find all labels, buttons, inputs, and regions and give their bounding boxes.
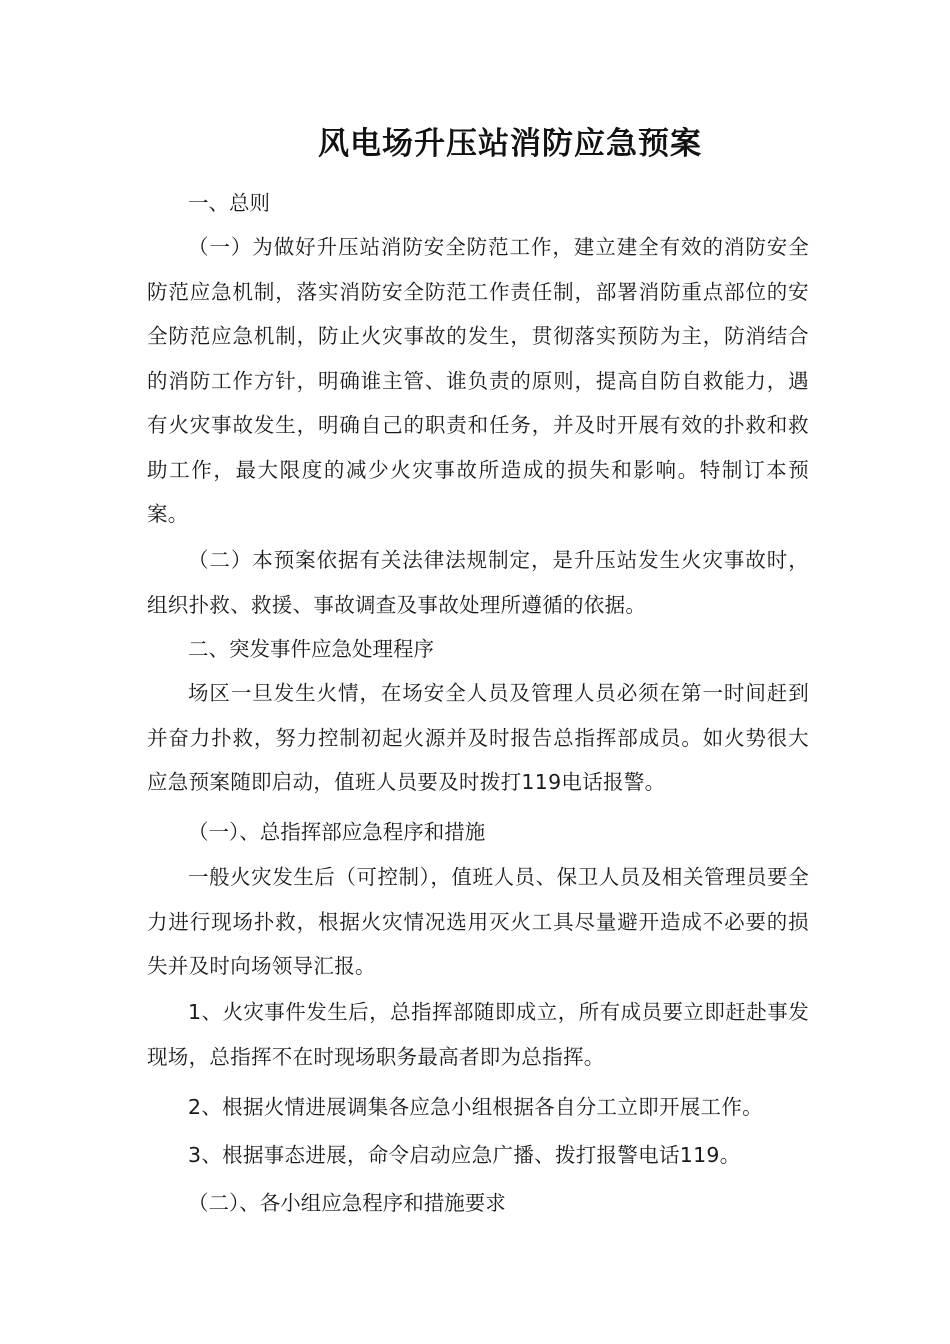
paragraph-fire-response: 场区一旦发生火情，在场安全人员及管理人员必须在第一时间赶到并奋力扑救，努力控制初起火源并及时报告总指挥部成员。如火势很大应急预案随即启动，值班人员要及时拨打119电话报警。	[147, 681, 809, 794]
section-heading-general: 一、总则	[188, 191, 270, 215]
paragraph-purpose: （一）为做好升压站消防安全防范工作，建立建全有效的消防安全防范应急机制，落实消防安全防范工作责任制，部署消防重点部位的安全防范应急机制，防止火灾事故的发生，贯彻落实预防为主，防消结合的消防工作方针，明确谁主管、谁负责的原则，提高自防自救能力，遇有火灾事故发生，明确自己的职责和任务，并及时开展有效的扑救和救助工作，最大限度的减少火灾事故所造成的损失和影响。特制订本预案。	[147, 235, 809, 526]
list-item-2: 2、根据火情进展调集各应急小组根据各自分工立即开展工作。	[188, 1095, 763, 1119]
list-item-3: 3、根据事态进展，命令启动应急广播、拨打报警电话119。	[188, 1143, 741, 1167]
subsection-heading-teams: （二）、各小组应急程序和措施要求	[188, 1191, 506, 1215]
document-title: 风电场升压站消防应急预案	[318, 126, 702, 162]
section-heading-emergency-procedure: 二、突发事件应急处理程序	[188, 637, 434, 661]
paragraph-general-fire: 一般火灾发生后（可控制），值班人员、保卫人员及相关管理员要全力进行现场扑救，根据火灾情况选用灭火工具尽量避开造成不必要的损失并及时向场领导汇报。	[147, 865, 809, 978]
list-item-1: 1、火灾事件发生后，总指挥部随即成立，所有成员要立即赶赴事发现场，总指挥不在时现场职务最高者即为总指挥。	[147, 1000, 809, 1069]
subsection-heading-command: （一）、总指挥部应急程序和措施	[188, 820, 486, 844]
paragraph-basis: （二）本预案依据有关法律法规制定，是升压站发生火灾事故时，组织扑救、救援、事故调查及事故处理所遵循的依据。	[147, 548, 809, 617]
